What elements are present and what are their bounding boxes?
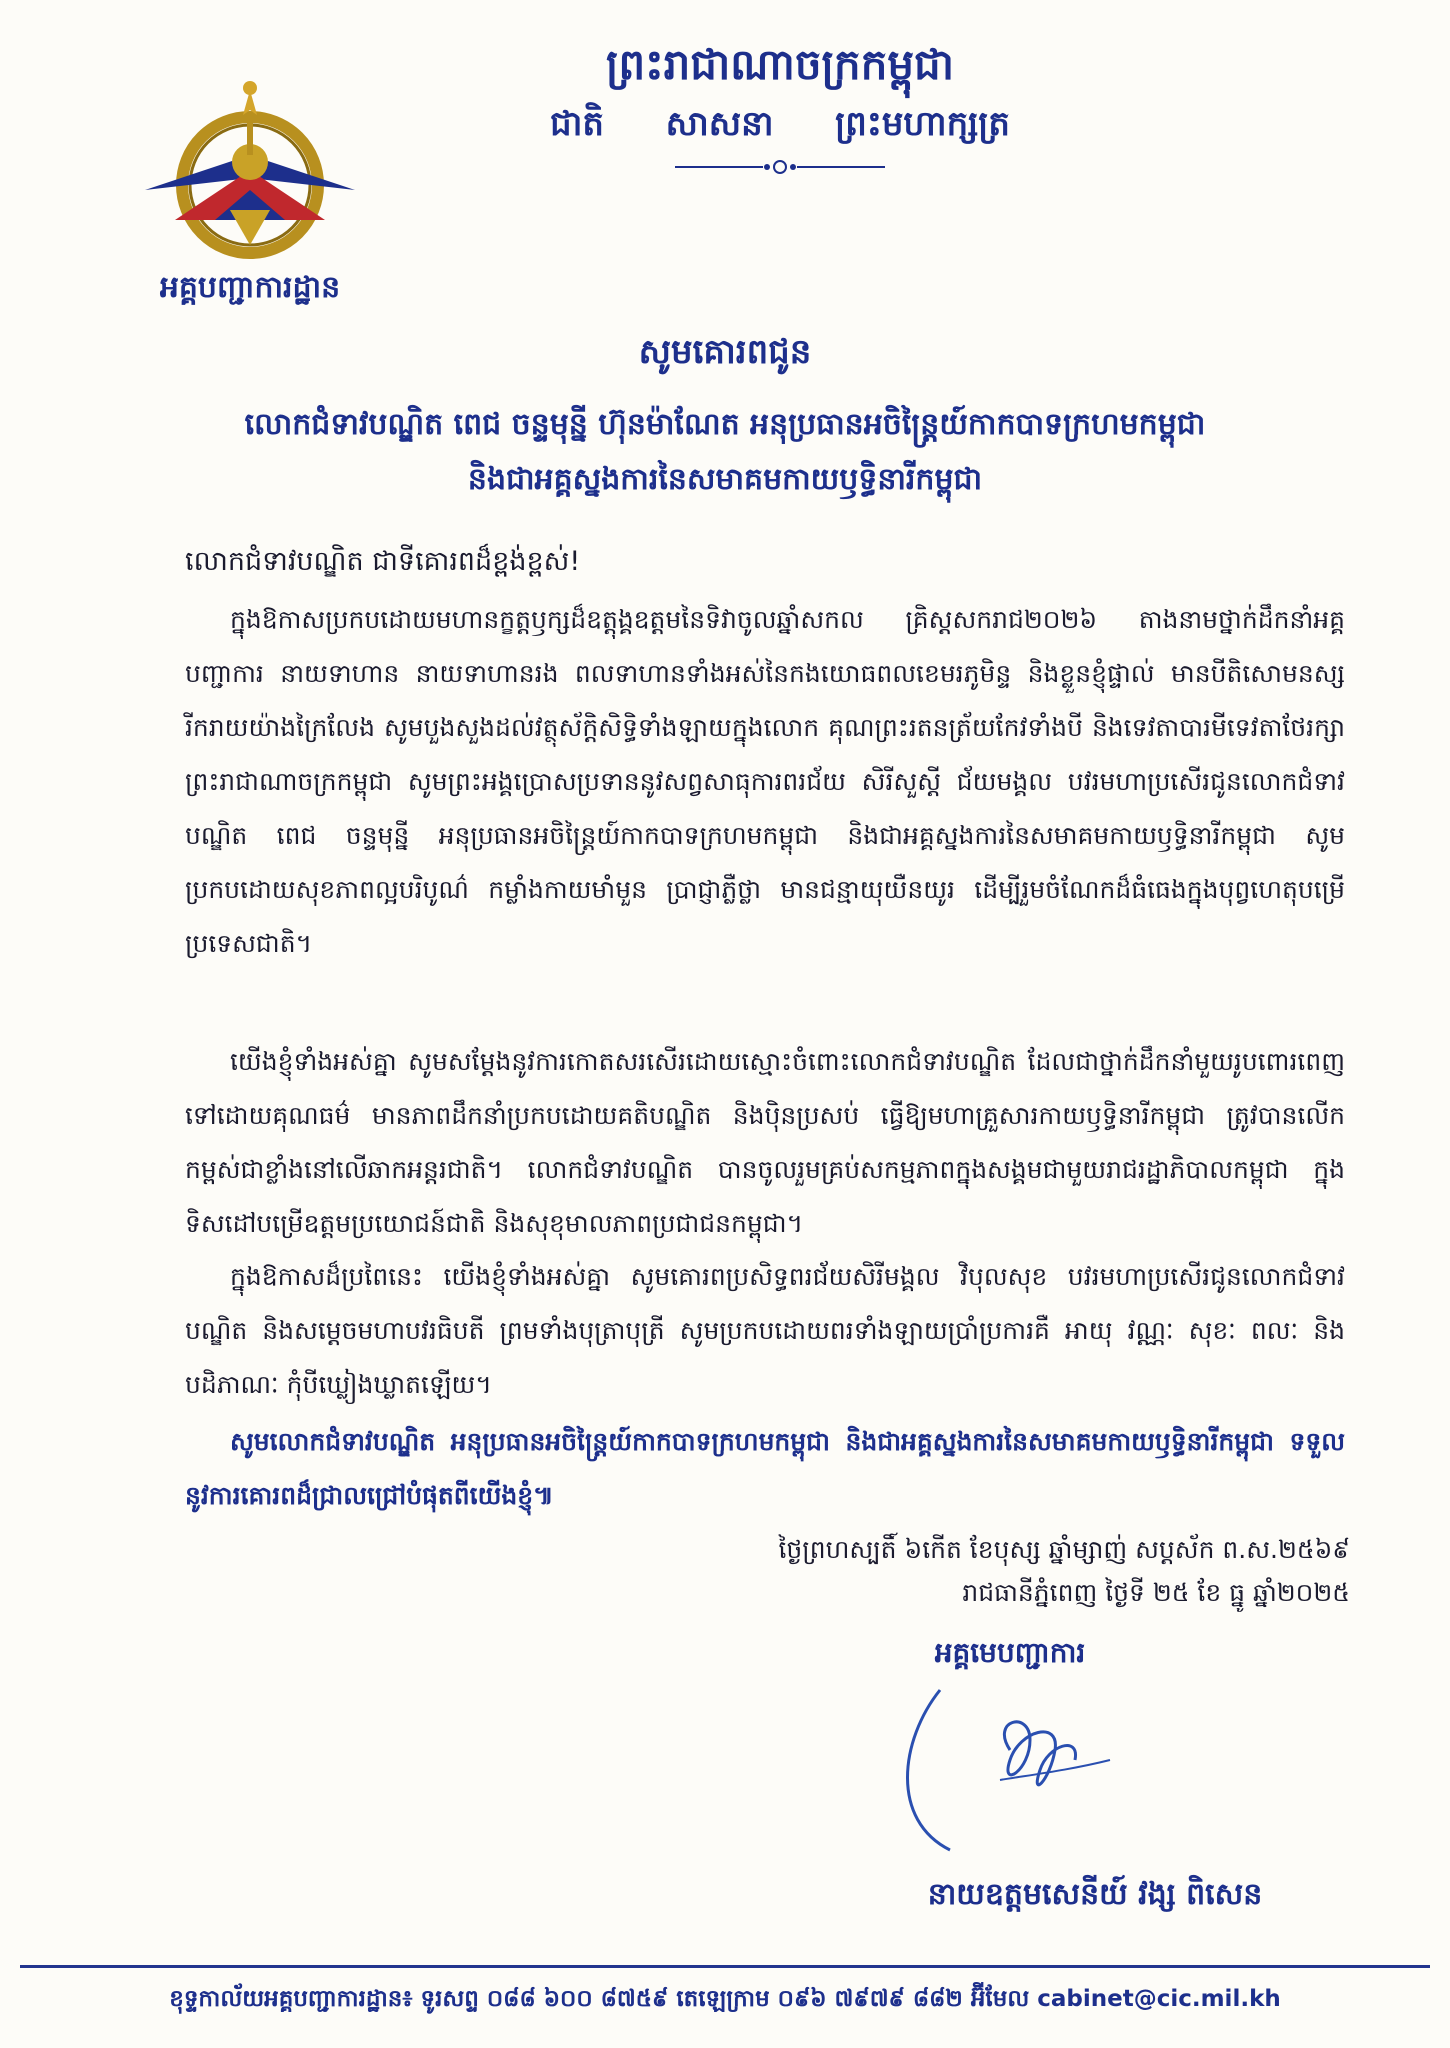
- addressee-line-2: និងជាអគ្គស្នងការនៃសមាគមកាយឫទ្ធិនារីកម្ពុជា: [467, 462, 983, 497]
- national-motto: [520, 102, 1040, 152]
- body-paragraph-3: ក្នុងឱកាសដ៏ប្រពៃនេះ យើងខ្ញុំទាំងអស់គ្នា សូមគោរពប្រសិទ្ធពរជ័យសិរីមង្គល វិបុលសុខ បវរមហាប្រសើរជូនលោកជំទាវបណ្ឌិត និងសម្តេចមហាបវរធិបតី ព្រមទាំងបុត្រាបុត្រី សូមប្រកបដោយពរទាំងឡាយប្រាំប្រការគឺ អាយុ វណ្ណៈ សុខៈ ពលៈ និងបដិភាណៈ កុំបីឃ្លៀងឃ្លាតឡើយ។: [185, 1262, 1345, 1399]
- military-emblem-logo: [135, 70, 365, 275]
- signer-title: អគ្គមេបញ្ជាការ: [934, 1636, 1086, 1669]
- motto-religion: សាសនា: [665, 104, 774, 144]
- salutation: លោកជំទាវបណ្ឌិត ជាទីគោរពដ៏ខ្ពង់ខ្ពស់!: [185, 546, 581, 577]
- solar-date: រាជធានីភ្នំពេញ ថ្ងៃទី ២៥ ខែ ធ្នូ ឆ្នាំ២០២៥: [962, 1578, 1350, 1607]
- motto-nation: ជាតិ: [550, 104, 604, 144]
- footer-divider: [20, 1965, 1430, 1968]
- motto-king: ព្រះមហាក្សត្រ: [835, 104, 1010, 144]
- footer-contact: ខុទ្ទកាល័យអគ្គបញ្ជាការដ្ឋាន៖ ទូរសព្ទ ០៨៨ ៦០០ ៨៧៥៩ តេឡេក្រាម ០៩៦ ៧៩៧៩ ៨៨២ អ៊ីមែល cabinet@cic.mil.kh: [169, 1986, 1281, 2012]
- greeting-heading: សូមគោរពជូន: [638, 332, 812, 372]
- lunar-date: ថ្ងៃព្រហស្បតិ៍ ៦កើត ខែបុស្ស ឆ្នាំម្សាញ់ សប្តស័ក ព.ស.២៥៦៩: [778, 1535, 1350, 1564]
- kingdom-title: ព្រះរាជាណាចក្រកម្ពុជា: [605, 40, 955, 89]
- body-paragraph-1: ក្នុងឱកាសប្រកបដោយមហានក្ខត្តឫក្សដ៏ឧត្តុង្គឧត្តមនៃទិវាចូលឆ្នាំសកល គ្រិស្តសករាជ២០២៦ តាងនាមថ្នាក់ដឹកនាំអគ្គបញ្ជាការ នាយទាហាន នាយទាហានរង ពលទាហានទាំងអស់នៃកងយោធពលខេមរភូមិន្ទ និងខ្លួនខ្ញុំផ្ទាល់ មានបីតិសោមនស្សរីករាយយ៉ាងក្រៃលែង សូមបួងសួងដល់វត្ថុស័ក្តិសិទ្ធិទាំងឡាយក្នុងលោក គុណព្រះរតនត្រ័យកែវទាំងបី និងទេវតាបារមីទេវតាថែរក្សាព្រះរាជាណាចក្រកម្ពុជា សូមព្រះអង្គប្រោសប្រទាននូវសព្វសាធុការពរជ័យ សិរីសួស្តី ជ័យមង្គល បវរមហាប្រសើរជូនលោកជំទាវបណ្ឌិត ពេជ ចន្ទមុន្នី អនុប្រធានអចិន្ត្រៃយ៍កាកបាទក្រហមកម្ពុជា និងជាអគ្គស្នងការនៃសមាគមកាយឫទ្ធិនារីកម្ពុជា សូមប្រកបដោយសុខភាពល្អបរិបូណ៌ កម្លាំងកាយមាំមួន ប្រាជ្ញាភ្លឺថ្លា មានជន្មាយុយឺនយូរ ដើម្បីរួមចំណែកដ៏ធំធេងក្នុងបុព្វហេតុបម្រើប្រទេសជាតិ។: [185, 605, 1345, 958]
- handwritten-signature: [880, 1680, 1160, 1860]
- ornament-divider: [675, 158, 885, 176]
- department-name: អគ្គបញ្ជាការដ្ឋាន: [159, 270, 341, 305]
- signer-name: នាយឧត្តមសេនីយ៍ វង្ស ពិសេន: [927, 1877, 1263, 1912]
- closing-paragraph: សូមលោកជំទាវបណ្ឌិត អនុប្រធានអចិន្ត្រៃយ៍កាកបាទក្រហមកម្ពុជា និងជាអគ្គស្នងការនៃសមាគមកាយឫទ្ធិនារីកម្ពុជា ទទួលនូវការគោរពដ៏ជ្រាលជ្រៅបំផុតពីយើងខ្ញុំ៕: [185, 1427, 1345, 1510]
- addressee-line-1: លោកជំទាវបណ្ឌិត ពេជ ចន្ទមុន្នី ហ៊ុនម៉ាណែត អនុប្រធានអចិន្ត្រៃយ៍កាកបាទក្រហមកម្ពុជា: [244, 407, 1206, 442]
- body-paragraph-2: យើងខ្ញុំទាំងអស់គ្នា សូមសម្តែងនូវការកោតសរសើរដោយស្មោះចំពោះលោកជំទាវបណ្ឌិត ដែលជាថ្នាក់ដឹកនាំមួយរូបពោរពេញទៅដោយគុណធម៌ មានភាពដឹកនាំប្រកបដោយគតិបណ្ឌិត និងប៉ិនប្រសប់ ធ្វើឱ្យមហាគ្រួសារកាយឫទ្ធិនារីកម្ពុជា ត្រូវបានលើកកម្ពស់ជាខ្លាំងនៅលើឆាកអន្តរជាតិ។ លោកជំទាវបណ្ឌិត បានចូលរួមគ្រប់សកម្មភាពក្នុងសង្គមជាមួយរាជរដ្ឋាភិបាលកម្ពុជា ក្នុងទិសដៅបម្រើឧត្តមប្រយោជន៍ជាតិ និងសុខុមាលភាពប្រជាជនកម្ពុជា។: [185, 1047, 1345, 1238]
